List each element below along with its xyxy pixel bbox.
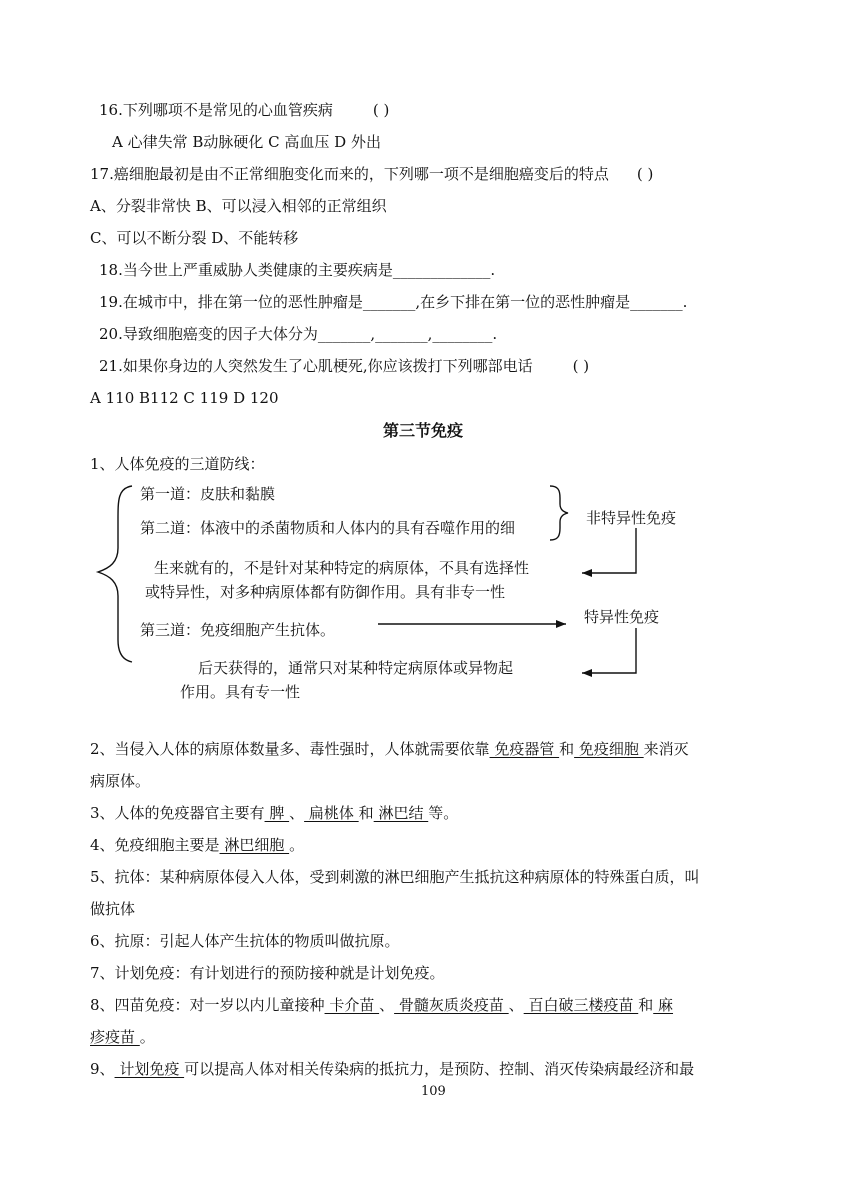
para-8: 8、四苗免疫：对一岁以内儿童接种 卡介苗 、 骨髓灰质炎疫苗 、 百白破三楼疫苗 和 麻 xyxy=(90,996,674,1014)
diagram-heading: 1、人体免疫的三道防线： xyxy=(90,455,265,473)
specific-arrow xyxy=(582,628,636,673)
first-line: 第一道：皮肤和黏膜 xyxy=(140,485,276,503)
page-number: 109 xyxy=(421,1084,446,1099)
q16-options: A 心律失常 B动脉硬化 C 高血压 D 外出 xyxy=(112,133,381,151)
q17-options-cd: C、可以不断分裂 D、不能转移 xyxy=(90,229,299,247)
q17-options-ab: A、分裂非常快 B、可以浸入相邻的正常组织 xyxy=(90,197,387,215)
nonspecific-desc-2: 或特异性，对多种病原体都有防御作用。具有非专一性 xyxy=(145,583,506,601)
para-5-cont: 做抗体 xyxy=(90,900,136,918)
left-brace xyxy=(98,486,132,662)
para-9: 9、 计划免疫 可以提高人体对相关传染病的抵抗力，是预防、控制、消灭传染病最经济和最 xyxy=(90,1060,695,1078)
third-line: 第三道：免疫细胞产生抗体。 xyxy=(140,621,336,639)
nonspecific-arrow xyxy=(582,528,636,573)
q21-options: A 110 B112 C 119 D 120 xyxy=(90,389,279,407)
specific-immunity-label: 特异性免疫 xyxy=(584,608,660,626)
right-brace xyxy=(550,486,568,540)
q18-text: 18.当今世上严重威胁人类健康的主要疾病是_____________. xyxy=(99,261,496,279)
specific-desc-1: 后天获得的，通常只对某种特定病原体或异物起 xyxy=(198,659,514,677)
para-5: 5、抗体：某种病原体侵入人体，受到刺激的淋巴细胞产生抵抗这种病原体的特殊蛋白质，叫 xyxy=(90,868,700,886)
para-7: 7、计划免疫：有计划进行的预防接种就是计划免疫。 xyxy=(90,964,445,982)
q21-text: 21.如果你身边的人突然发生了心肌梗死,你应该拨打下列哪部电话 ( ) xyxy=(99,357,590,375)
q16-text: 16.下列哪项不是常见的心血管疾病 ( ) xyxy=(99,101,390,119)
para-8-cont: 疹疫苗 。 xyxy=(90,1028,155,1046)
q20-text: 20.导致细胞癌变的因子大体分为_______,_______,________. xyxy=(99,325,498,343)
nonspecific-immunity-label: 非特异性免疫 xyxy=(586,509,677,527)
para-3: 3、人体的免疫器官主要有 脾 、 扁桃体 和 淋巴结 等。 xyxy=(90,804,459,822)
nonspecific-desc-1: 生来就有的，不是针对某种特定的病原体，不具有选择性 xyxy=(154,559,530,577)
section-title: 第三节免疫 xyxy=(383,421,464,440)
para-2-cont: 病原体。 xyxy=(90,772,151,790)
second-line: 第二道：体液中的杀菌物质和人体内的具有吞噬作用的细 xyxy=(140,519,516,537)
specific-desc-2: 作用。具有专一性 xyxy=(180,683,301,701)
q17-text: 17.癌细胞最初是由不正常细胞变化而来的，下列哪一项不是细胞癌变后的特点 ( ) xyxy=(90,165,654,183)
para-2: 2、当侵入人体的病原体数量多、毒性强时，人体就需要依靠 免疫器管 和 免疫细胞 来消灭 xyxy=(90,740,689,758)
para-4: 4、免疫细胞主要是 淋巴细胞 。 xyxy=(90,836,305,854)
para-6: 6、抗原：引起人体产生抗体的物质叫做抗原。 xyxy=(90,932,400,950)
q19-text: 19.在城市中，排在第一位的恶性肿瘤是_______,在乡下排在第一位的恶性肿瘤是_______. xyxy=(99,293,688,311)
